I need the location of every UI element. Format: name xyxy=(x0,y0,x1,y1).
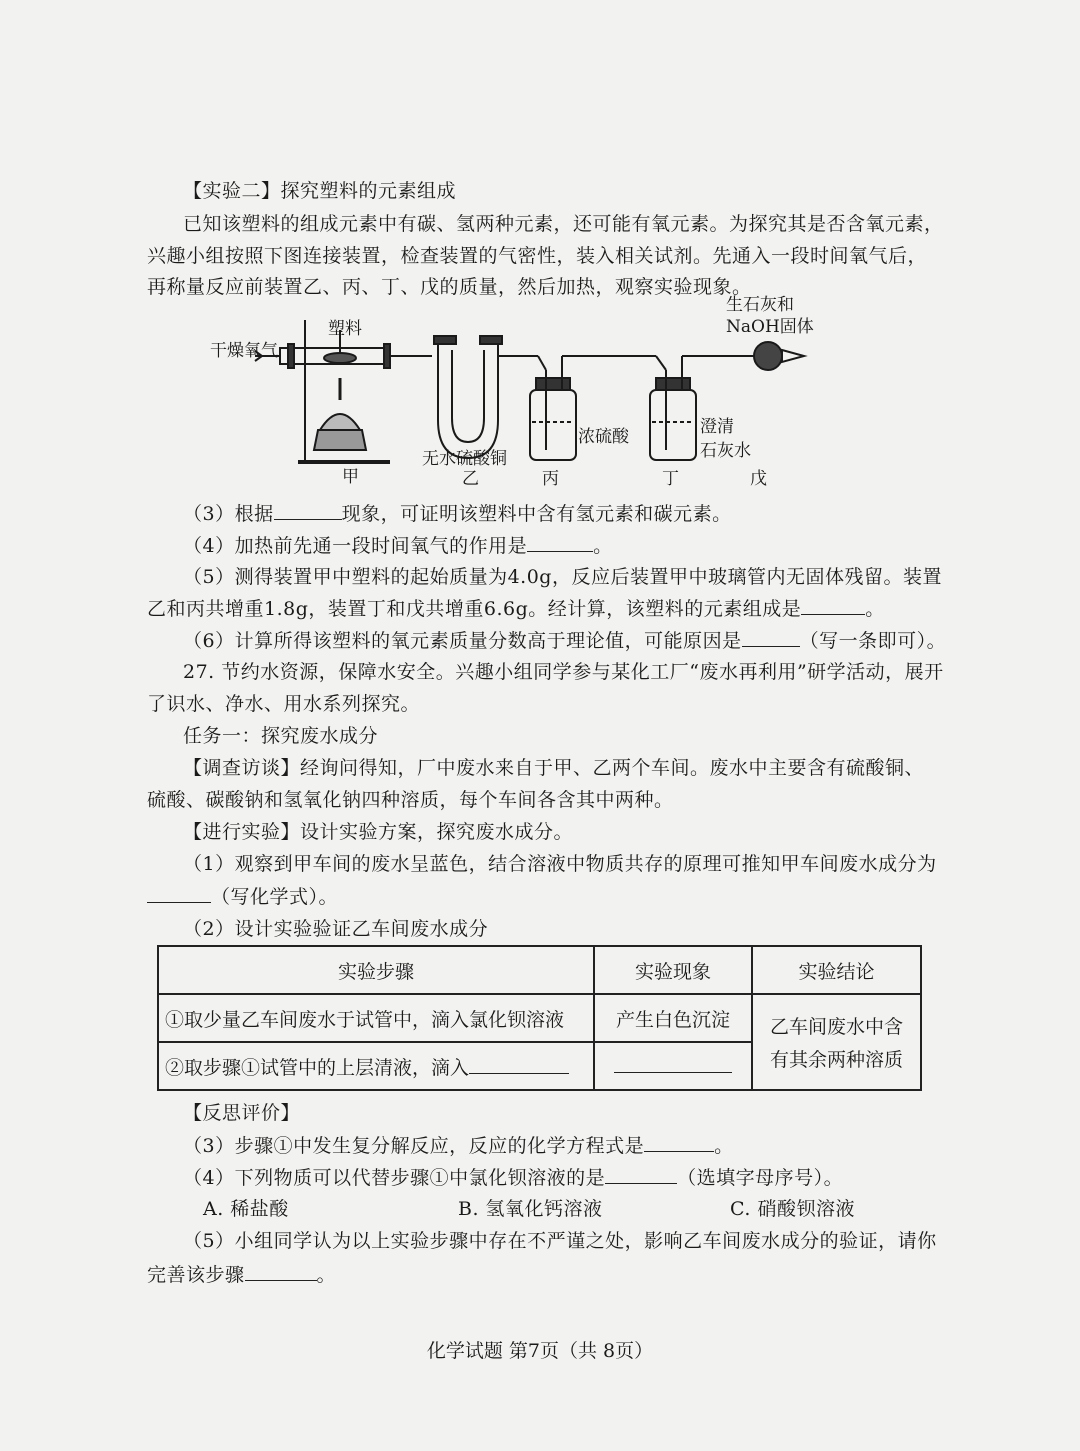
label-bottle-ding-reagent-1: 澄清 xyxy=(700,417,734,437)
header-conclusion: 实验结论 xyxy=(752,946,921,994)
answer-blank[interactable] xyxy=(274,501,342,520)
intro-line-1: 已知该塑料的组成元素中有碳、氢两种元素，还可能有氧元素。为探究其是否含氧元素， xyxy=(183,213,944,235)
header-steps: 实验步骤 xyxy=(158,946,594,994)
bottle-ding-stopper xyxy=(656,378,690,390)
sub-question-5-line-1: （5）小组同学认为以上实验步骤中存在不严谨之处，影响乙车间废水成分的验证，请你 xyxy=(183,1230,937,1252)
stopper-right xyxy=(384,344,390,368)
reflection-heading: 【反思评价】 xyxy=(183,1102,301,1124)
answer-blank[interactable] xyxy=(245,1262,317,1281)
conclusion-line-1: 乙车间废水中含 xyxy=(769,1016,903,1038)
stopper-left xyxy=(288,344,294,368)
option-b[interactable]: B. 氢氧化钙溶液 xyxy=(458,1198,603,1220)
task-1-heading: 任务一：探究废水成分 xyxy=(183,725,379,747)
label-drying-reagent-1: 生石灰和 xyxy=(726,295,794,315)
table-row xyxy=(158,994,921,1042)
question-5-line-2: 乙和丙共增重1.8g，装置丁和戊共增重6.6g。经计算，该塑料的元素组成是 。 xyxy=(147,598,885,620)
drying-bulb xyxy=(754,342,782,370)
problem-27-line-2: 了识水、净水、用水系列探究。 xyxy=(147,693,421,715)
table-header-row xyxy=(158,946,921,994)
answer-blank[interactable] xyxy=(469,1055,569,1074)
answer-blank[interactable] xyxy=(644,1133,714,1152)
label-jia: 甲 xyxy=(342,467,359,487)
label-bottle-ding-reagent-2: 石灰水 xyxy=(700,441,751,461)
option-c[interactable]: C. 硝酸钡溶液 xyxy=(730,1198,855,1220)
alcohol-lamp xyxy=(320,414,360,430)
u-stopper-left xyxy=(434,336,456,344)
experiment-heading: 【进行实验】设计实验方案，探究废水成分。 xyxy=(183,821,574,843)
bottle-ding xyxy=(650,390,696,460)
problem-27-line-1: 27. 节约水资源，保障水安全。兴趣小组同学参与某化工厂“废水再利用”研学活动，展开 xyxy=(183,661,944,683)
intro-line-2: 兴趣小组按照下图连接装置，检查装置的气密性，装入相关试剂。先通入一段时间氧气后， xyxy=(147,245,928,267)
answer-blank[interactable] xyxy=(527,533,593,552)
label-plastic: 塑料 xyxy=(328,319,362,339)
sub-question-1-line-1: （1）观察到甲车间的废水呈蓝色，结合溶液中物质共存的原理可推知甲车间废水成分为 xyxy=(183,853,937,875)
survey-line-2: 硫酸、碳酸钠和氢氧化钠四种溶质，每个车间各含其中两种。 xyxy=(147,789,674,811)
sub-question-2: （2）设计实验验证乙车间废水成分 xyxy=(183,918,489,940)
answer-blank[interactable] xyxy=(742,628,800,647)
label-wu: 戊 xyxy=(750,469,767,489)
answer-blank[interactable] xyxy=(147,884,211,903)
question-6: （6）计算所得该塑料的氧元素质量分数高于理论值，可能原因是 （写一条即可）。 xyxy=(183,630,947,652)
sub-question-4: （4）下列物质可以代替步骤①中氯化钡溶液的是 （选填字母序号）。 xyxy=(183,1167,844,1189)
intro-line-3: 再称量反应前装置乙、丙、丁、戊的质量，然后加热，观察实验现象。 xyxy=(147,276,752,298)
label-u-reagent: 无水硫酸铜 xyxy=(422,449,507,469)
label-ding: 丁 xyxy=(662,469,679,489)
lamp-body xyxy=(314,430,366,450)
survey-line-1: 【调查访谈】经询问得知，厂中废水来自于甲、乙两个车间。废水中主要含有硫酸铜、 xyxy=(183,757,925,779)
label-drying-reagent-2: NaOH固体 xyxy=(726,317,814,337)
label-bing: 丙 xyxy=(542,469,559,489)
phenomenon-2 xyxy=(594,1042,752,1090)
label-dry-oxygen: 干燥氧气 xyxy=(210,341,278,361)
answer-blank[interactable] xyxy=(605,1165,677,1184)
answer-blank[interactable] xyxy=(801,596,865,615)
apparatus-diagram xyxy=(200,290,820,490)
header-phenomenon: 实验现象 xyxy=(594,946,752,994)
sub-question-3: （3）步骤①中发生复分解反应，反应的化学方程式是 。 xyxy=(183,1135,734,1157)
u-stopper-right xyxy=(480,336,502,344)
question-4: （4）加热前先通一段时间氧气的作用是 。 xyxy=(183,535,613,557)
label-yi: 乙 xyxy=(462,469,479,489)
tube-joint-bing xyxy=(538,356,546,370)
label-bottle-bing-reagent: 浓硫酸 xyxy=(578,427,629,447)
conclusion-line-2: 有其余两种溶质 xyxy=(769,1049,903,1071)
phenomenon-1: 产生白色沉淀 xyxy=(594,994,752,1042)
experiment-table xyxy=(157,945,922,1091)
bottle-bing-stopper xyxy=(536,378,570,390)
conclusion-cell xyxy=(752,994,921,1090)
answer-blank[interactable] xyxy=(614,1054,732,1073)
sub-question-5-line-2: 完善该步骤 。 xyxy=(147,1264,337,1286)
step-2: ②取步骤①试管中的上层清液，滴入 xyxy=(158,1042,594,1090)
plastic-sample xyxy=(324,353,356,363)
option-a[interactable]: A. 稀盐酸 xyxy=(203,1198,289,1220)
u-tube-outer xyxy=(438,342,498,458)
bottle-bing xyxy=(530,390,576,460)
sub-question-1-line-2: （写化学式）。 xyxy=(147,884,338,909)
page-footer: 化学试题 第7页（共 8页） xyxy=(426,1340,654,1362)
question-3: （3）根据 现象，可证明该塑料中含有氢元素和碳元素。 xyxy=(183,503,732,525)
drying-outlet xyxy=(782,350,804,362)
step-1: ①取少量乙车间废水于试管中，滴入氯化钡溶液 xyxy=(158,994,594,1042)
tube-joint-ding xyxy=(656,356,666,370)
u-tube-inner xyxy=(452,350,484,442)
section-title: 【实验二】探究塑料的元素组成 xyxy=(183,180,457,202)
question-5-line-1: （5）测得装置甲中塑料的起始质量为4.0g，反应后装置甲中玻璃管内无固体残留。装置 xyxy=(183,566,942,588)
